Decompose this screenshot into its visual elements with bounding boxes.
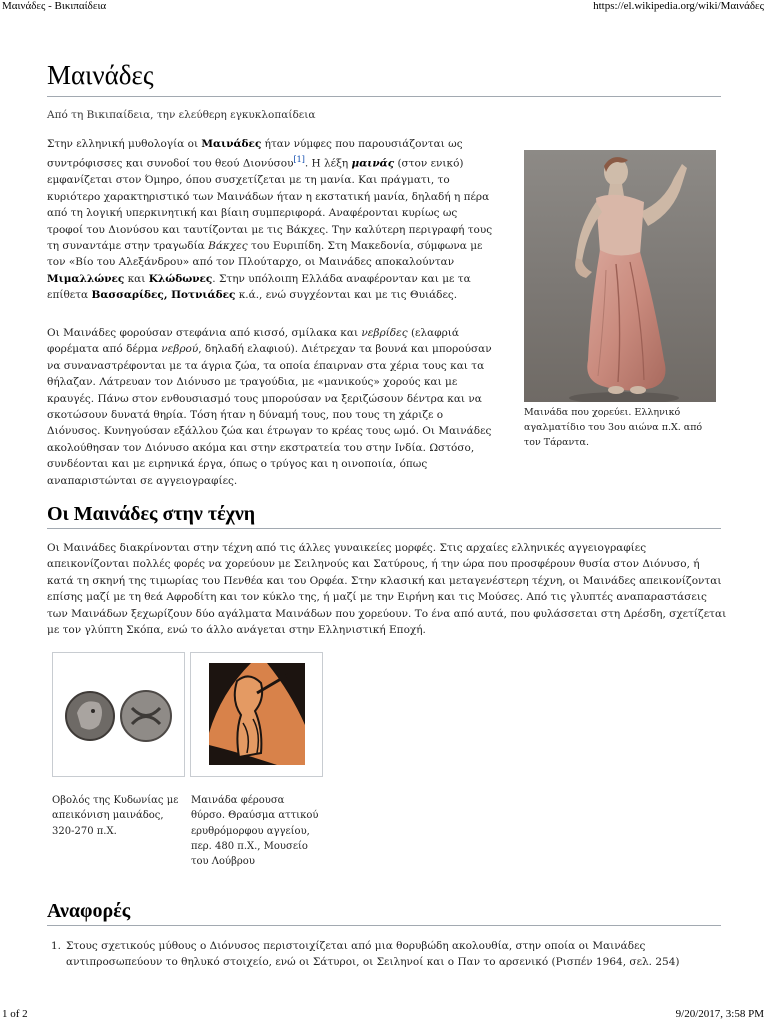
body-paragraph-2: Οι Μαινάδες φορούσαν στεφάνια από κισσό, σμίλακα και νεβρίδες (ελαφριά φορέματα από δέρμα νεβρού, δηλαδή ελαφιού). Διέτρεχαν τα βουνά και μπορούσαν να συναναστρέφονται με τα άγρια ζώα, τα οποία έπαιρναν στα χέρια τους και τα θήλαζαν. Λάτρευαν τον Διόνυσο με τραγούδια, με «μανικούς» χορούς και με κραυγές. Πάνω στον ενθουσιασμό τους μπορούσαν να ξεριζώσουν δέντρα και να σκοτώσουν δυνατά θηρία. Τόση ήταν η δύναμή τους, που τους τη χάριζε ο Διόνυσος. Κυνηγούσαν εξάλλου ζώα και έτρωγαν το κρέας τους ωμό. Οι Μαινάδες ακολούθησαν τον Διόνυσο ακόμα και στην εκστρατεία του στην Ινδία. Ωστόσο, συνδέονται και με ειρηνικά έργα, όπως ο τρύγος και η οινοποιία, όπως αναπαριστώνται σε αγγειογραφίες. [47, 327, 492, 487]
references-list [51, 938, 726, 970]
intro-paragraph: Στην ελληνική μυθολογία οι Μαινάδες ήταν νύμφες που παρουσιάζονται ως συντρόφισσες και συνοδοί του θεού Διονύσου[1]. Η λέξη μαινάς (στον ενικό) εμφανίζεται στον Όμηρο, όπου συσχετίζεται με τη μανία. Και πράγματι, το κυριότερο χαρακτηριστικό των Μαινάδων ήταν η εκστατική μανία, δηλαδή η πέρα από τη λογική υπερκινητική και βίαιη συμπεριφορά. Αναφέρονται κυρίως ως τροφοί του Διονύσου και ταυτίζονται με τις Βάκχες. Την καλύτερη περιγραφή τους τη συναντάμε στην τραγωδία Βάκχες του Ευριπίδη. Στη Μακεδονία, σύμφωνα με τον «Βίο του Αλεξάνδρου» από τον Πλούταρχο, οι Μαινάδες αποκαλούνταν Μιμαλλώνες και Κλώδωνες. Στην υπόλοιπη Ελλάδα αναφέρονταν και με τα επίθετα Βασσαρίδες, Ποτνιάδες κ.ά., ενώ συγχέονται και με τις Θυιάδες. [47, 138, 493, 302]
gallery-item-vase[interactable] [190, 652, 323, 777]
print-header-title: Μαινάδες - Βικιπαίδεια [2, 0, 107, 12]
print-footer-datetime: 9/20/2017, 3:58 PM [675, 1008, 764, 1020]
red-figure-vase-image [191, 653, 322, 776]
gallery-item-coin[interactable] [52, 652, 185, 777]
site-tagline: Από τη Βικιπαίδεια, την ελεύθερη εγκυκλοπαίδεια [47, 109, 316, 121]
section-divider-references [47, 925, 721, 926]
statuette-figure [524, 150, 716, 402]
print-header-url: https://el.wikipedia.org/wiki/Μαινάδες [593, 0, 764, 12]
reference-number[interactable]: 1. [51, 940, 62, 952]
title-divider [47, 96, 721, 97]
term-nevrides: νεβρίδες [361, 327, 408, 339]
term-vakches: Βάκχες [208, 239, 248, 252]
section-heading-art: Οι Μαινάδες στην τέχνη [47, 503, 256, 525]
term-nevrou: νεβρού [161, 343, 199, 356]
section-divider-art [47, 528, 721, 529]
reference-text: Στους σχετικούς μύθους ο Διόνυσος περιστοιχίζεται από μια θορυβώδη ακολουθία, στην οποία οι Μαινάδες αντιπροσωπεύουν το θηλυκό στοιχείο, ενώ οι Σάτυροι, οι Σειληνοί και ο Παν το αρσενικό (Ρισπέν 1964, σελ. 254) [66, 940, 680, 968]
term-mainas: μαινάς [351, 157, 395, 170]
section-heading-references: Αναφορές [47, 900, 131, 922]
citation-link-1[interactable]: [1] [293, 155, 305, 165]
infobox-caption: Μαινάδα που χορεύει. Ελληνικό αγαλματίδιο του 3ου αιώνα π.Χ. από τον Τάραντα. [524, 407, 703, 448]
gallery-caption-coin: Οβολός της Κυδωνίας με απεικόνιση μαινάδος, 320-270 π.Χ. [52, 795, 179, 837]
term-vassarides: Βασσαρίδες, Ποτνιάδες [91, 289, 236, 302]
gallery-caption-vase: Μαινάδα φέρουσα θύρσο. Θραύσμα αττικού ερυθρόμορφου αγγείου, περ. 480 π.Χ., Μουσείο του Λούβρου [191, 795, 319, 868]
art-paragraph: Οι Μαινάδες διακρίνονται στην τέχνη από τις άλλες γυναικείες μορφές. Στις αρχαίες ελληνικές αγγειογραφίες απεικονίζονται πολλές φορές να χορεύουν με Σειληνούς και Σατύρους, ή την ώρα που προσφέρουν θυσία στον Διόνυσο, ή κατά τη σκηνή της τιμωρίας του Πενθέα και του Ορφέα. Στην κλασική και μεταγενέστερη τέχνη, οι Μαινάδες απεικονίζονται επίσης μαζί με τη θεά Αφροδίτη και τον κύκλο της, ή μαζί με την Ειρήνη και τις Μούσες. Από τις γλυπτές αναπαραστάσεις των Μαινάδων ξεχωρίζουν δύο αγάλματα Μαινάδων που χορεύουν. Το ένα από αυτά, που φυλάσσεται στη Δρέσδη, σχετίζεται με τον γλύπτη Σκόπα, ενώ το άλλο ανάγεται στην Ελληνιστική Εποχή. [47, 542, 727, 637]
print-footer-page: 1 of 2 [2, 1008, 28, 1020]
term-mimallones: Μιμαλλώνες [47, 272, 125, 285]
reference-item [51, 938, 726, 970]
page-title: Μαινάδες [47, 60, 154, 90]
term-klodones: Κλώδωνες [148, 272, 213, 285]
maenad-statuette-image[interactable] [524, 150, 716, 402]
term-mainades: Μαινάδες [201, 138, 262, 150]
kydonia-coin-image [53, 653, 184, 776]
